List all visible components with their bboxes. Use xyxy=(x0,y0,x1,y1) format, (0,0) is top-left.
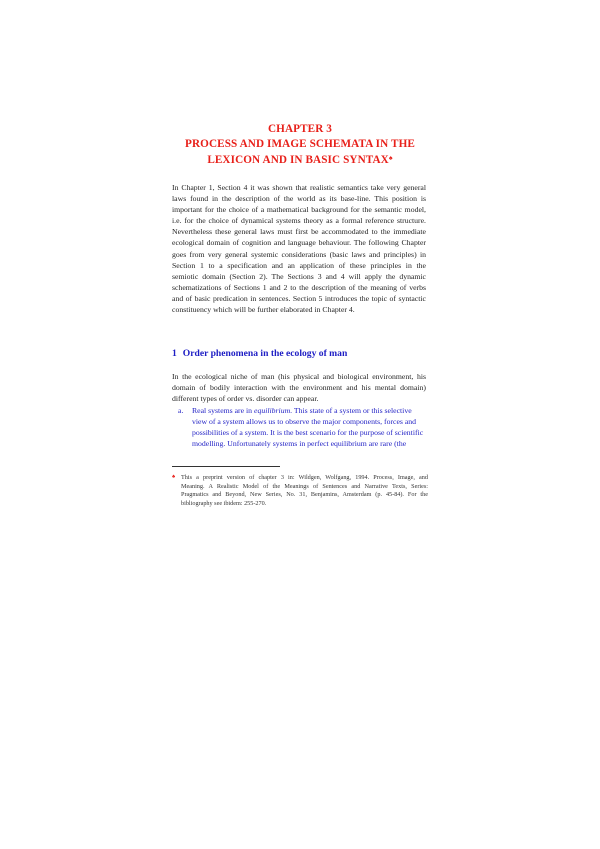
intro-line: Section 1 to a specification and an application of these principles in the xyxy=(172,260,426,270)
footnote-line: Pragmatics and Beyond, New Series, No. 31, Benjamins, Amsterdam (p. 45-84). For the xyxy=(181,491,428,499)
intro-line: schematizations of Sections 1 and 2 to the description of the meaning of verbs xyxy=(172,282,426,292)
footnote-line: This a preprint version of chapter 3 in: Wildgen, Wolfgang, 1994. Process, Image, and xyxy=(181,474,428,481)
section-title: Order phenomena in the ecology of man xyxy=(182,348,348,359)
intro-line: goes from very general systemic considerations (basic laws and principles) in xyxy=(172,249,426,259)
intro-line: i.e. for the choice of dynamical systems theory as a formal reference structure. xyxy=(172,216,426,226)
list-item-line: possibilities of a system. It is the best scenario for the purpose of scientific xyxy=(192,428,424,438)
footnote-line: Meaning. A Realistic Model of the Meanings of Sentences and Narrative Texts, Series: xyxy=(181,482,428,490)
section-number: 1 xyxy=(172,348,177,359)
footnote-divider xyxy=(172,466,280,467)
chapter-heading xyxy=(168,122,432,168)
footnote-reference-marker[interactable]: ♠ xyxy=(388,154,393,162)
niche-line: In the ecological niche of man (his physical and biological environment, his xyxy=(172,372,426,381)
intro-line: semiotic domain (Section 2). The Sections 3 and 4 will apply the dynamic xyxy=(172,271,426,281)
chapter-title-line-2-text: LEXICON AND IN BASIC SYNTAX xyxy=(207,154,389,166)
intro-line: In Chapter 1, Section 4 it was shown that realistic semantics take very general xyxy=(172,183,426,192)
list-item-line xyxy=(192,405,430,416)
chapter-title-line-1: PROCESS AND IMAGE SCHEMATA IN THE xyxy=(185,137,415,150)
list-item-line-1-start: Real systems are in xyxy=(192,406,254,415)
intro-line: and of basic predication in sentences. Section 5 introduces the topic of syntactic xyxy=(172,293,426,303)
list-item-line: modelling. Unfortunately systems in perfect equilibrium are rare (the xyxy=(192,439,407,449)
intro-line: important for the choice of a mathematical background for the semantic model, xyxy=(172,205,426,215)
list-marker: a. xyxy=(178,406,184,415)
list-item-line: view of a system allows us to observe the major components, forces and xyxy=(192,417,417,427)
niche-line: domain of bodily interaction with the environment and his mental domain) xyxy=(172,383,426,393)
footnote-line: bibliography see ibidem: 255-270. xyxy=(181,499,267,507)
intro-line: laws found in the description of the world as its base-line. This position is xyxy=(172,194,426,204)
intro-paragraph xyxy=(172,182,426,315)
niche-paragraph xyxy=(172,371,426,404)
list-item-line-1-end: . This state of a system or this selective xyxy=(290,406,412,415)
list-item-text xyxy=(192,405,430,449)
section-heading xyxy=(172,348,432,360)
niche-line: different types of order vs. disorder can appear. xyxy=(172,394,319,404)
equilibrium-term: equilibrium xyxy=(254,406,291,415)
intro-line: ecological domain of cognition and language behaviour. The following Chapter xyxy=(172,238,426,248)
footnote xyxy=(172,474,428,508)
chapter-title-line-2 xyxy=(168,151,432,168)
footnote-marker: ♠ xyxy=(172,474,176,480)
chapter-number: CHAPTER 3 xyxy=(268,123,332,135)
intro-line: Nevertheless these general laws must first be accommodated to the immediate xyxy=(172,227,426,237)
intro-line: constituency which will be further elaborated in Chapter 4. xyxy=(172,305,355,315)
footnote-text xyxy=(181,474,428,508)
